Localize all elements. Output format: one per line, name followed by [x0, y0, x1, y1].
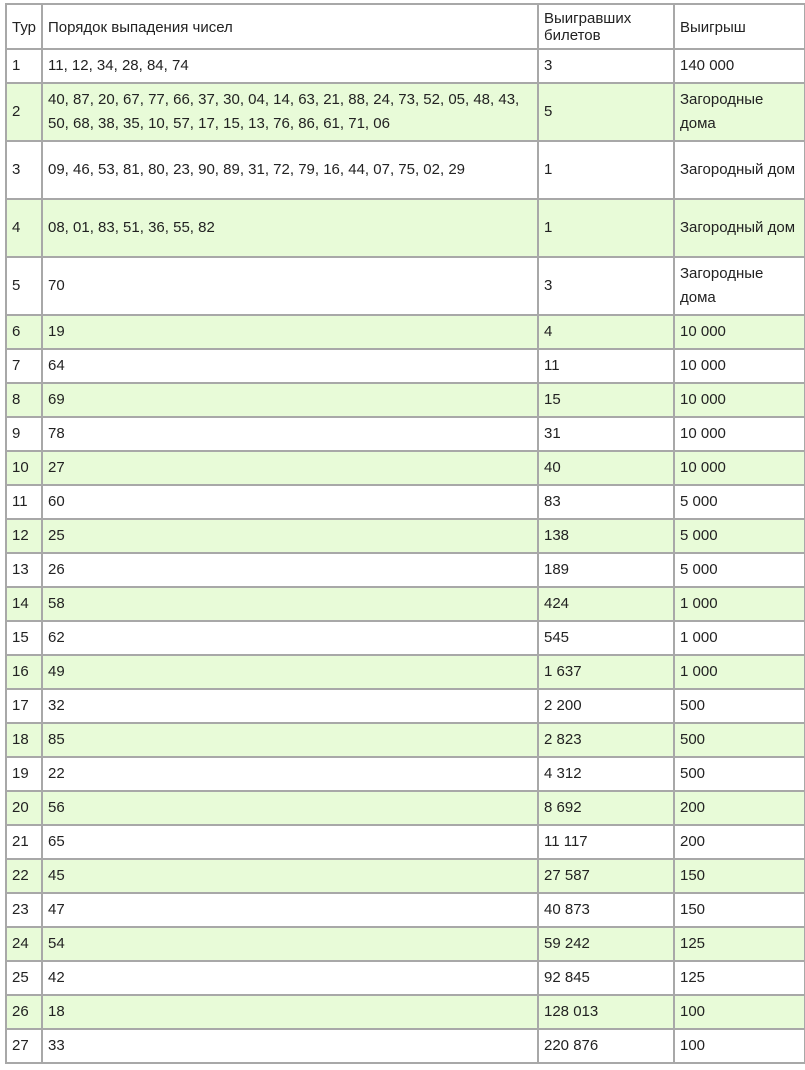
header-prize: Выигрыш: [674, 4, 805, 49]
cell-tur: 10: [6, 451, 42, 485]
cell-tur: 5: [6, 257, 42, 315]
cell-numbers: 64: [42, 349, 538, 383]
header-numbers-order: Порядок выпадения чисел: [42, 4, 538, 49]
header-tur: Тур: [6, 4, 42, 49]
cell-tur: 8: [6, 383, 42, 417]
cell-prize: 1 000: [674, 587, 805, 621]
cell-tur: 15: [6, 621, 42, 655]
table-row: [6, 859, 805, 893]
cell-tickets: 1 637: [538, 655, 674, 689]
cell-prize: Загородные дома: [674, 83, 805, 141]
table-row: [6, 927, 805, 961]
cell-tickets: 11 117: [538, 825, 674, 859]
cell-tur: 13: [6, 553, 42, 587]
table-row: [6, 257, 805, 315]
cell-prize: 5 000: [674, 485, 805, 519]
cell-tur: 18: [6, 723, 42, 757]
cell-numbers: 42: [42, 961, 538, 995]
table-row: [6, 199, 805, 257]
cell-numbers: 09, 46, 53, 81, 80, 23, 90, 89, 31, 72, 79, 16, 44, 07, 75, 02, 29: [42, 141, 538, 199]
cell-tur: 21: [6, 825, 42, 859]
cell-tickets: 59 242: [538, 927, 674, 961]
cell-prize: 500: [674, 723, 805, 757]
table-row: [6, 49, 805, 83]
cell-tur: 20: [6, 791, 42, 825]
cell-prize: 100: [674, 1029, 805, 1063]
cell-tur: 3: [6, 141, 42, 199]
table-row: [6, 519, 805, 553]
table-row: [6, 485, 805, 519]
cell-prize: 10 000: [674, 315, 805, 349]
table-row: [6, 349, 805, 383]
cell-prize: 150: [674, 893, 805, 927]
cell-tickets: 92 845: [538, 961, 674, 995]
cell-tur: 2: [6, 83, 42, 141]
table-row: [6, 689, 805, 723]
cell-prize: 200: [674, 825, 805, 859]
cell-tur: 26: [6, 995, 42, 1029]
table-row: [6, 383, 805, 417]
cell-tickets: 128 013: [538, 995, 674, 1029]
cell-tickets: 3: [538, 257, 674, 315]
cell-tickets: 40 873: [538, 893, 674, 927]
cell-tickets: 3: [538, 49, 674, 83]
table-row: [6, 995, 805, 1029]
cell-tur: 23: [6, 893, 42, 927]
table-row: [6, 757, 805, 791]
cell-tur: 7: [6, 349, 42, 383]
cell-numbers: 85: [42, 723, 538, 757]
cell-prize: 10 000: [674, 417, 805, 451]
cell-prize: 1 000: [674, 621, 805, 655]
cell-numbers: 62: [42, 621, 538, 655]
table-row: [6, 655, 805, 689]
cell-tur: 19: [6, 757, 42, 791]
cell-numbers: 18: [42, 995, 538, 1029]
cell-tur: 4: [6, 199, 42, 257]
cell-tur: 9: [6, 417, 42, 451]
cell-tickets: 189: [538, 553, 674, 587]
cell-tur: 1: [6, 49, 42, 83]
cell-tur: 27: [6, 1029, 42, 1063]
cell-numbers: 22: [42, 757, 538, 791]
table-row: [6, 587, 805, 621]
cell-tur: 16: [6, 655, 42, 689]
cell-prize: 125: [674, 961, 805, 995]
cell-numbers: 26: [42, 553, 538, 587]
table-row: [6, 961, 805, 995]
cell-numbers: 25: [42, 519, 538, 553]
table-row: [6, 83, 805, 141]
table-row: [6, 825, 805, 859]
table-row: [6, 791, 805, 825]
cell-prize: 5 000: [674, 519, 805, 553]
cell-numbers: 78: [42, 417, 538, 451]
cell-prize: 10 000: [674, 383, 805, 417]
cell-numbers: 49: [42, 655, 538, 689]
cell-prize: Загородные дома: [674, 257, 805, 315]
cell-prize: 5 000: [674, 553, 805, 587]
table-row: [6, 621, 805, 655]
cell-numbers: 45: [42, 859, 538, 893]
cell-numbers: 56: [42, 791, 538, 825]
cell-tickets: 424: [538, 587, 674, 621]
cell-tur: 6: [6, 315, 42, 349]
cell-tickets: 15: [538, 383, 674, 417]
cell-tickets: 11: [538, 349, 674, 383]
table-row: [6, 723, 805, 757]
cell-numbers: 58: [42, 587, 538, 621]
cell-numbers: 47: [42, 893, 538, 927]
cell-numbers: 70: [42, 257, 538, 315]
header-winning-tickets: Выигравших билетов: [538, 4, 674, 49]
cell-prize: 10 000: [674, 451, 805, 485]
cell-tickets: 2 823: [538, 723, 674, 757]
cell-tur: 25: [6, 961, 42, 995]
cell-numbers: 40, 87, 20, 67, 77, 66, 37, 30, 04, 14, 63, 21, 88, 24, 73, 52, 05, 48, 43, 50, 68, 38, 35, 10, 57, 17, 15, 13, 76, 86, 61, 71, 06: [42, 83, 538, 141]
cell-tickets: 2 200: [538, 689, 674, 723]
results-table-wrapper: [5, 3, 805, 1064]
table-row: [6, 141, 805, 199]
cell-prize: 100: [674, 995, 805, 1029]
cell-tur: 12: [6, 519, 42, 553]
cell-numbers: 27: [42, 451, 538, 485]
cell-tickets: 138: [538, 519, 674, 553]
table-header-row: [6, 4, 805, 49]
cell-prize: 125: [674, 927, 805, 961]
cell-tur: 14: [6, 587, 42, 621]
results-table: [5, 3, 805, 1064]
cell-prize: 1 000: [674, 655, 805, 689]
table-row: [6, 417, 805, 451]
cell-prize: 140 000: [674, 49, 805, 83]
cell-prize: 500: [674, 757, 805, 791]
cell-tickets: 220 876: [538, 1029, 674, 1063]
cell-tickets: 31: [538, 417, 674, 451]
cell-prize: 500: [674, 689, 805, 723]
table-body: [6, 49, 805, 1063]
cell-tickets: 40: [538, 451, 674, 485]
cell-tickets: 83: [538, 485, 674, 519]
cell-tur: 24: [6, 927, 42, 961]
cell-tickets: 5: [538, 83, 674, 141]
cell-numbers: 08, 01, 83, 51, 36, 55, 82: [42, 199, 538, 257]
cell-tickets: 4: [538, 315, 674, 349]
cell-prize: Загородный дом: [674, 141, 805, 199]
cell-numbers: 11, 12, 34, 28, 84, 74: [42, 49, 538, 83]
cell-tickets: 545: [538, 621, 674, 655]
cell-numbers: 69: [42, 383, 538, 417]
cell-numbers: 65: [42, 825, 538, 859]
cell-tur: 11: [6, 485, 42, 519]
cell-tickets: 1: [538, 199, 674, 257]
table-row: [6, 315, 805, 349]
cell-prize: 200: [674, 791, 805, 825]
cell-numbers: 33: [42, 1029, 538, 1063]
cell-numbers: 19: [42, 315, 538, 349]
cell-tickets: 8 692: [538, 791, 674, 825]
cell-tickets: 1: [538, 141, 674, 199]
table-row: [6, 451, 805, 485]
cell-numbers: 32: [42, 689, 538, 723]
cell-numbers: 60: [42, 485, 538, 519]
cell-tur: 17: [6, 689, 42, 723]
cell-prize: 150: [674, 859, 805, 893]
cell-tur: 22: [6, 859, 42, 893]
table-row: [6, 1029, 805, 1063]
table-row: [6, 893, 805, 927]
cell-numbers: 54: [42, 927, 538, 961]
table-row: [6, 553, 805, 587]
cell-tickets: 4 312: [538, 757, 674, 791]
cell-prize: Загородный дом: [674, 199, 805, 257]
cell-tickets: 27 587: [538, 859, 674, 893]
cell-prize: 10 000: [674, 349, 805, 383]
